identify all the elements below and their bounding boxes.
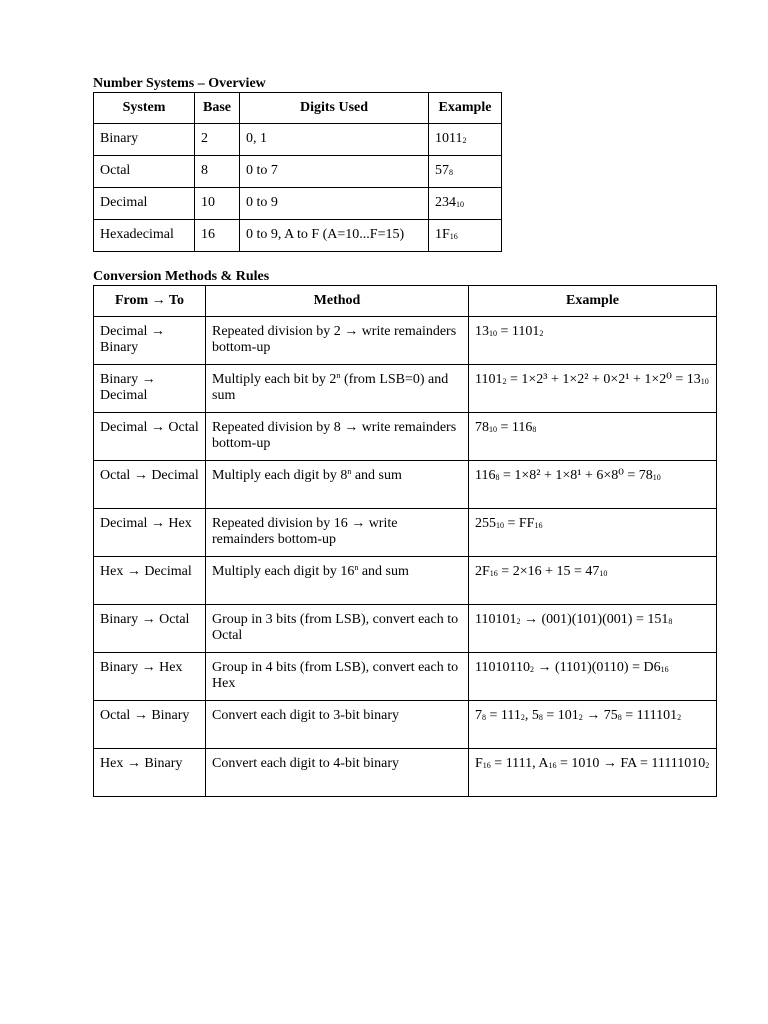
text-segment: → (1101)(0110) = D6	[533, 660, 661, 675]
example-cell	[429, 156, 502, 188]
conversion-header-from-to: From → To	[94, 286, 206, 317]
text-segment: 78	[475, 420, 489, 435]
conversion-header-method: Method	[206, 286, 469, 317]
text-segment: = 116	[497, 420, 533, 435]
base-cell: 16	[195, 220, 240, 252]
text-segment: → (001)(101)(001) = 151	[520, 612, 669, 627]
base-subscript: 8	[668, 617, 673, 626]
base-subscript: 2	[502, 377, 507, 386]
table-row	[94, 509, 717, 557]
text-segment: F	[475, 756, 483, 771]
text-segment: Convert each digit to 3-bit binary	[212, 708, 400, 723]
example-base: 8	[449, 168, 453, 177]
example-cell	[429, 220, 502, 252]
base-subscript: 16	[489, 569, 498, 578]
system-cell: Binary	[94, 124, 195, 156]
base-subscript: 8	[532, 425, 537, 434]
example-cell	[469, 701, 717, 749]
conversion-header-row	[94, 286, 717, 317]
digits-cell: 0 to 7	[240, 156, 429, 188]
text-segment: and sum	[358, 564, 409, 579]
example-cell	[469, 461, 717, 509]
text-segment: = 1101	[497, 324, 540, 339]
example-cell	[469, 509, 717, 557]
base-subscript: 2	[516, 617, 521, 626]
text-segment: = 2×16 + 15 = 47	[497, 564, 600, 579]
base-subscript: 8	[495, 473, 500, 482]
example-cell	[469, 749, 717, 797]
text-segment: = 111101	[621, 708, 678, 723]
example-cell	[469, 653, 717, 701]
text-segment: 2F	[475, 564, 490, 579]
example-base: 10	[456, 200, 464, 209]
overview-header-example: Example	[429, 93, 502, 124]
from-to-cell: Decimal → Octal	[94, 413, 206, 461]
table-row	[94, 653, 717, 701]
base-subscript: 16	[660, 665, 669, 674]
text-segment: → 75	[582, 708, 618, 723]
base-subscript: 2	[520, 713, 525, 722]
base-subscript: 10	[652, 473, 661, 482]
conversion-rows	[94, 317, 717, 797]
method-cell	[206, 557, 469, 605]
table-row	[94, 605, 717, 653]
method-cell	[206, 701, 469, 749]
text-segment: = 1×8² + 1×8¹ + 6×8⁰ = 78	[499, 468, 653, 483]
text-segment: 13	[475, 324, 489, 339]
table-row	[94, 188, 502, 220]
from-to-cell: Octal → Binary	[94, 701, 206, 749]
example-cell	[469, 317, 717, 365]
base-subscript: 10	[599, 569, 608, 578]
base-subscript: 2	[677, 713, 682, 722]
base-subscript: 16	[548, 761, 557, 770]
base-subscript: 8	[617, 713, 622, 722]
exponent-superscript: n	[354, 563, 359, 572]
from-to-cell: Binary → Decimal	[94, 365, 206, 413]
base-cell: 2	[195, 124, 240, 156]
text-segment: Multiply each digit by 16	[212, 564, 355, 579]
base-subscript: 10	[700, 377, 709, 386]
example-cell	[469, 365, 717, 413]
text-segment: Multiply each digit by 8	[212, 468, 348, 483]
text-segment: Group in 4 bits (from LSB), convert each to Hex	[212, 660, 459, 691]
text-segment: 7	[475, 708, 482, 723]
from-to-cell: Hex → Binary	[94, 749, 206, 797]
base-subscript: 2	[705, 761, 710, 770]
overview-header-digits: Digits Used	[240, 93, 429, 124]
example-cell	[469, 557, 717, 605]
exponent-superscript: n	[336, 371, 341, 380]
base-subscript: 16	[482, 761, 491, 770]
overview-table	[93, 92, 502, 252]
base-subscript: 2	[539, 329, 544, 338]
text-segment: = 1010 → FA = 11111010	[556, 756, 706, 771]
base-subscript: 8	[538, 713, 543, 722]
from-to-cell: Binary → Hex	[94, 653, 206, 701]
text-segment: (from LSB=0) and sum	[212, 372, 449, 403]
table-row	[94, 701, 717, 749]
from-to-cell: Hex → Decimal	[94, 557, 206, 605]
base-subscript: 10	[489, 329, 497, 338]
conversion-title: Conversion Methods & Rules	[93, 269, 270, 284]
from-to-cell: Decimal → Binary	[94, 317, 206, 365]
method-cell	[206, 509, 469, 557]
text-segment: 116	[475, 468, 496, 483]
document-page	[93, 75, 717, 797]
example-base: 2	[462, 136, 467, 145]
base-subscript: 2	[578, 713, 583, 722]
text-segment: 1101	[475, 372, 503, 387]
digits-cell: 0 to 9, A to F (A=10...F=15)	[240, 220, 429, 252]
example-cell	[469, 413, 717, 461]
table-row	[94, 156, 502, 188]
text-segment: = 101	[542, 708, 579, 723]
text-segment: = 1111, A	[490, 756, 549, 771]
text-segment: Repeated division by 8 → write remainders bottom-up	[212, 420, 457, 451]
table-row	[94, 220, 502, 252]
text-segment: Multiply each bit by 2	[212, 372, 337, 387]
example-value: 234	[435, 195, 456, 210]
table-row	[94, 365, 717, 413]
overview-header-system: System	[94, 93, 195, 124]
method-cell	[206, 413, 469, 461]
base-cell: 10	[195, 188, 240, 220]
from-to-cell: Octal → Decimal	[94, 461, 206, 509]
method-cell	[206, 749, 469, 797]
overview-header-row	[94, 93, 502, 124]
from-to-cell: Binary → Octal	[94, 605, 206, 653]
base-cell: 8	[195, 156, 240, 188]
text-segment: and sum	[351, 468, 402, 483]
exponent-superscript: n	[347, 467, 352, 476]
table-row	[94, 317, 717, 365]
table-row	[94, 413, 717, 461]
example-value: 1F	[435, 227, 450, 242]
method-cell	[206, 365, 469, 413]
example-value: 1011	[435, 131, 463, 146]
base-subscript: 10	[489, 425, 497, 434]
from-to-cell: Decimal → Hex	[94, 509, 206, 557]
text-segment: = 111	[486, 708, 521, 723]
example-cell	[429, 124, 502, 156]
system-cell: Octal	[94, 156, 195, 188]
method-cell	[206, 605, 469, 653]
overview-header-base: Base	[195, 93, 240, 124]
text-segment: 110101	[475, 612, 517, 627]
example-base: 16	[449, 232, 458, 241]
text-segment: Repeated division by 16 → write remainders bottom-up	[212, 516, 398, 547]
example-cell	[469, 605, 717, 653]
method-cell	[206, 317, 469, 365]
conversion-header-example: Example	[469, 286, 717, 317]
method-cell	[206, 653, 469, 701]
text-segment: = 1×2³ + 1×2² + 0×2¹ + 1×2⁰ = 13	[506, 372, 701, 387]
example-value: 57	[435, 163, 449, 178]
text-segment: Convert each digit to 4-bit binary	[212, 756, 400, 771]
overview-title: Number Systems – Overview	[93, 76, 266, 91]
conversion-table	[93, 285, 717, 797]
example-cell	[429, 188, 502, 220]
table-row	[94, 557, 717, 605]
text-segment: , 5	[524, 708, 539, 723]
digits-cell: 0, 1	[240, 124, 429, 156]
table-row	[94, 749, 717, 797]
text-segment: = FF	[504, 516, 535, 531]
base-subscript: 2	[529, 665, 534, 674]
table-row	[94, 461, 717, 509]
text-segment: 11010110	[475, 660, 530, 675]
system-cell: Decimal	[94, 188, 195, 220]
base-subscript: 16	[534, 521, 543, 530]
text-segment: Repeated division by 2 → write remainders bottom-up	[212, 324, 457, 355]
system-cell: Hexadecimal	[94, 220, 195, 252]
base-subscript: 8	[482, 713, 486, 722]
text-segment: Group in 3 bits (from LSB), convert each to Octal	[212, 612, 459, 643]
method-cell	[206, 461, 469, 509]
digits-cell: 0 to 9	[240, 188, 429, 220]
table-row	[94, 124, 502, 156]
base-subscript: 10	[496, 521, 504, 530]
text-segment: 255	[475, 516, 496, 531]
